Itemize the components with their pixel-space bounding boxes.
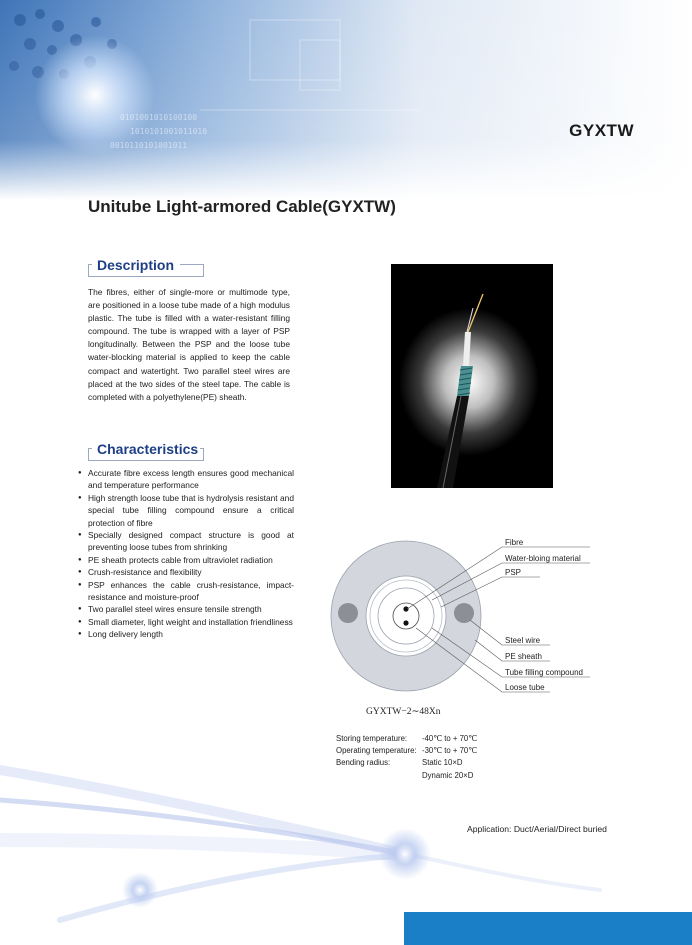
footer-bar [404,912,692,945]
list-item: ● Accurate fibre excess length ensures good mechanical and temperature performance [78,467,294,492]
operating-temperature-label: Operating temperature: [336,746,417,756]
storing-temperature-label: Storing temperature: [336,734,408,743]
operating-temperature-value: -30℃ to + 70℃ [422,746,478,756]
cable-photo [391,264,553,488]
list-item: ● Specially designed compact structure is good at preventing loose tubes from shrinking [78,529,294,554]
label-pe-sheath: PE sheath [505,652,542,661]
list-item: ● Two parallel steel wires ensure tensile strength [78,603,294,615]
page-title: Unitube Light-armored Cable(GYXTW) [88,197,396,216]
storing-temperature-value: -40℃ to + 70℃ [422,734,478,743]
model-spec: GYXTW−2∼48Xn [366,707,441,717]
label-tube-filling-compound: Tube filling compound [505,668,583,677]
description-heading-label: Description [97,257,175,273]
bending-radius-static: Static 10×D [422,758,463,768]
label-water-blocking-material: Water-bloing material [505,554,581,563]
label-loose-tube: Loose tube [505,683,545,692]
list-item: ● Long delivery length [78,628,294,640]
bending-radius-dynamic: Dynamic 20×D [422,770,474,780]
characteristics-heading [88,442,204,462]
description-text: The fibres, either of single-more or multimode type, are positioned in a loose tube made of a high modulus plastic. The tube is filled with a water-resistant filling compound. The tube is wrapped with a layer of PSP longitudinally. Between the PSP and the loose tube water-blocking material is applied to keep the cable compact and watertight. Two parallel steel wires are placed at the two sides of the steel tape. The cable is completed with a polyethylene(PE) sheath. [88,287,290,402]
list-item: ● Crush-resistance and flexibility [78,566,294,578]
header-banner-image [0,0,692,200]
list-item: ● PE sheath protects cable from ultraviolet radiation [78,554,294,566]
list-item: ● Small diameter, light weight and installation friendliness [78,616,294,628]
model-code-header: GYXTW [569,121,634,140]
list-item: ● PSP enhances the cable crush-resistance, impact-resistance and moisture-proof [78,579,294,604]
application-text: Application: Duct/Aerial/Direct buried [467,824,607,834]
characteristics-heading-label: Characteristics [97,441,199,457]
cable-cross-section-diagram [320,530,590,700]
description-heading [88,258,204,278]
label-steel-wire: Steel wire [505,636,541,645]
characteristics-list [78,467,294,641]
label-psp: PSP [505,568,522,577]
label-fibre: Fibre [505,538,524,547]
bending-radius-label: Bending radius: [336,758,391,768]
list-item: ● High strength loose tube that is hydrolysis resistant and special tube filling compound ensure a critical protection of fibre [78,492,294,529]
